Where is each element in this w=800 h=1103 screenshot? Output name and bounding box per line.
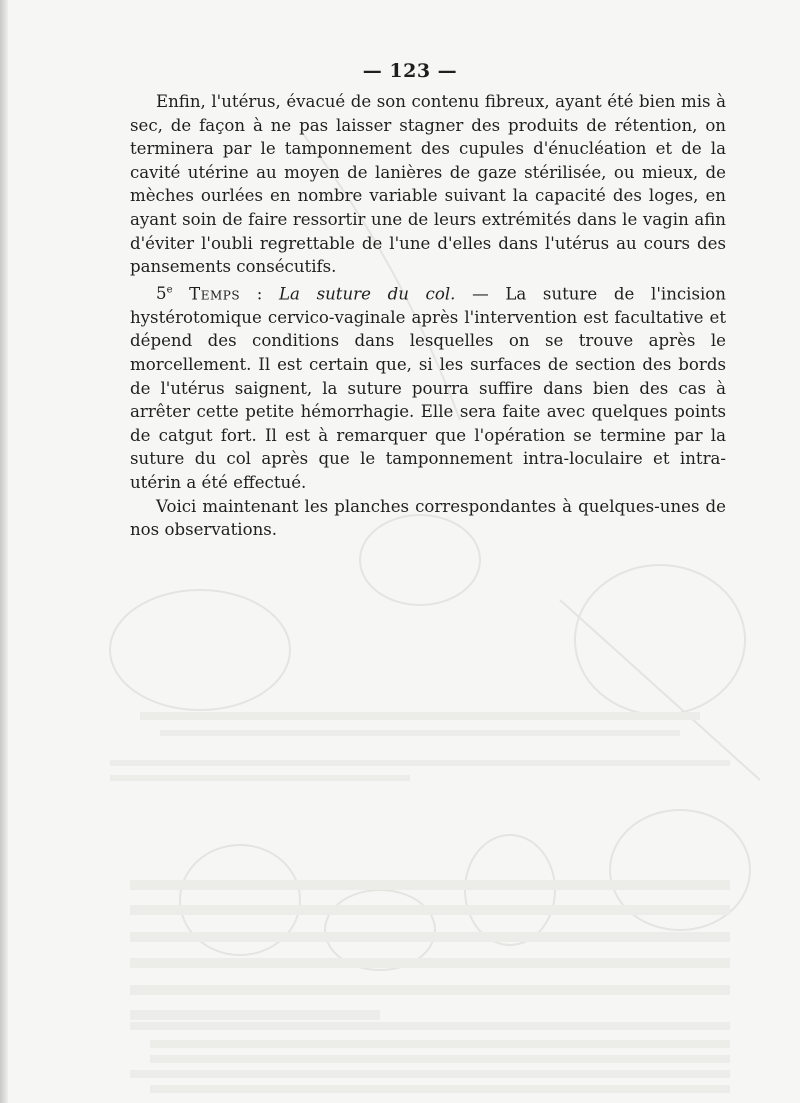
step-separator: : (240, 284, 280, 304)
paragraph-suture-du-col (130, 279, 726, 495)
page-number: — 123 — (362, 60, 458, 82)
body-text (130, 90, 726, 542)
paragraph-body: — La suture de l'incision hystérotomique cervico-vaginale après l'intervention est facultative et dépend des conditions dans lesquelles on se trouve après le morcellement. Il est certain que, si les surfaces de section des bords de l'utérus saignent, la suture pourra suffire dans bien des cas à arrêter cette petite hémorrhagie. Elle sera faite avec quelques points de catgut fort. Il est à remarquer que l'opération se termine par la suture du col après que le tamponnement intra-loculaire et intra-utérin a été effectué. (130, 284, 726, 493)
step-number: 5e (156, 284, 173, 304)
paragraph-tamponnement: Enfin, l'utérus, évacué de son contenu fibreux, ayant été bien mis à sec, de façon à ne pas laisser stagner des produits de rétention, on terminera par le tamponnement des cupules d'énucléation et de la cavité utérine au moyen de lanières de gaze stérilisée, ou mieux, de mèches ourlées en nombre variable suivant la capacité des loges, en ayant soin de faire ressortir une de leurs extrémités dans le vagin afin d'éviter l'oubli regrettable de l'une d'elles dans l'utérus au cours des pansements consécutifs. (130, 92, 726, 277)
step-ordinal-suffix: e (166, 284, 173, 296)
section-title: La suture du col. (279, 284, 456, 304)
paragraph-planches: Voici maintenant les planches correspondantes à quelques-unes de nos observations. (130, 496, 726, 540)
page-edge-shadow (0, 0, 8, 1103)
step-label: Temps (189, 284, 241, 304)
